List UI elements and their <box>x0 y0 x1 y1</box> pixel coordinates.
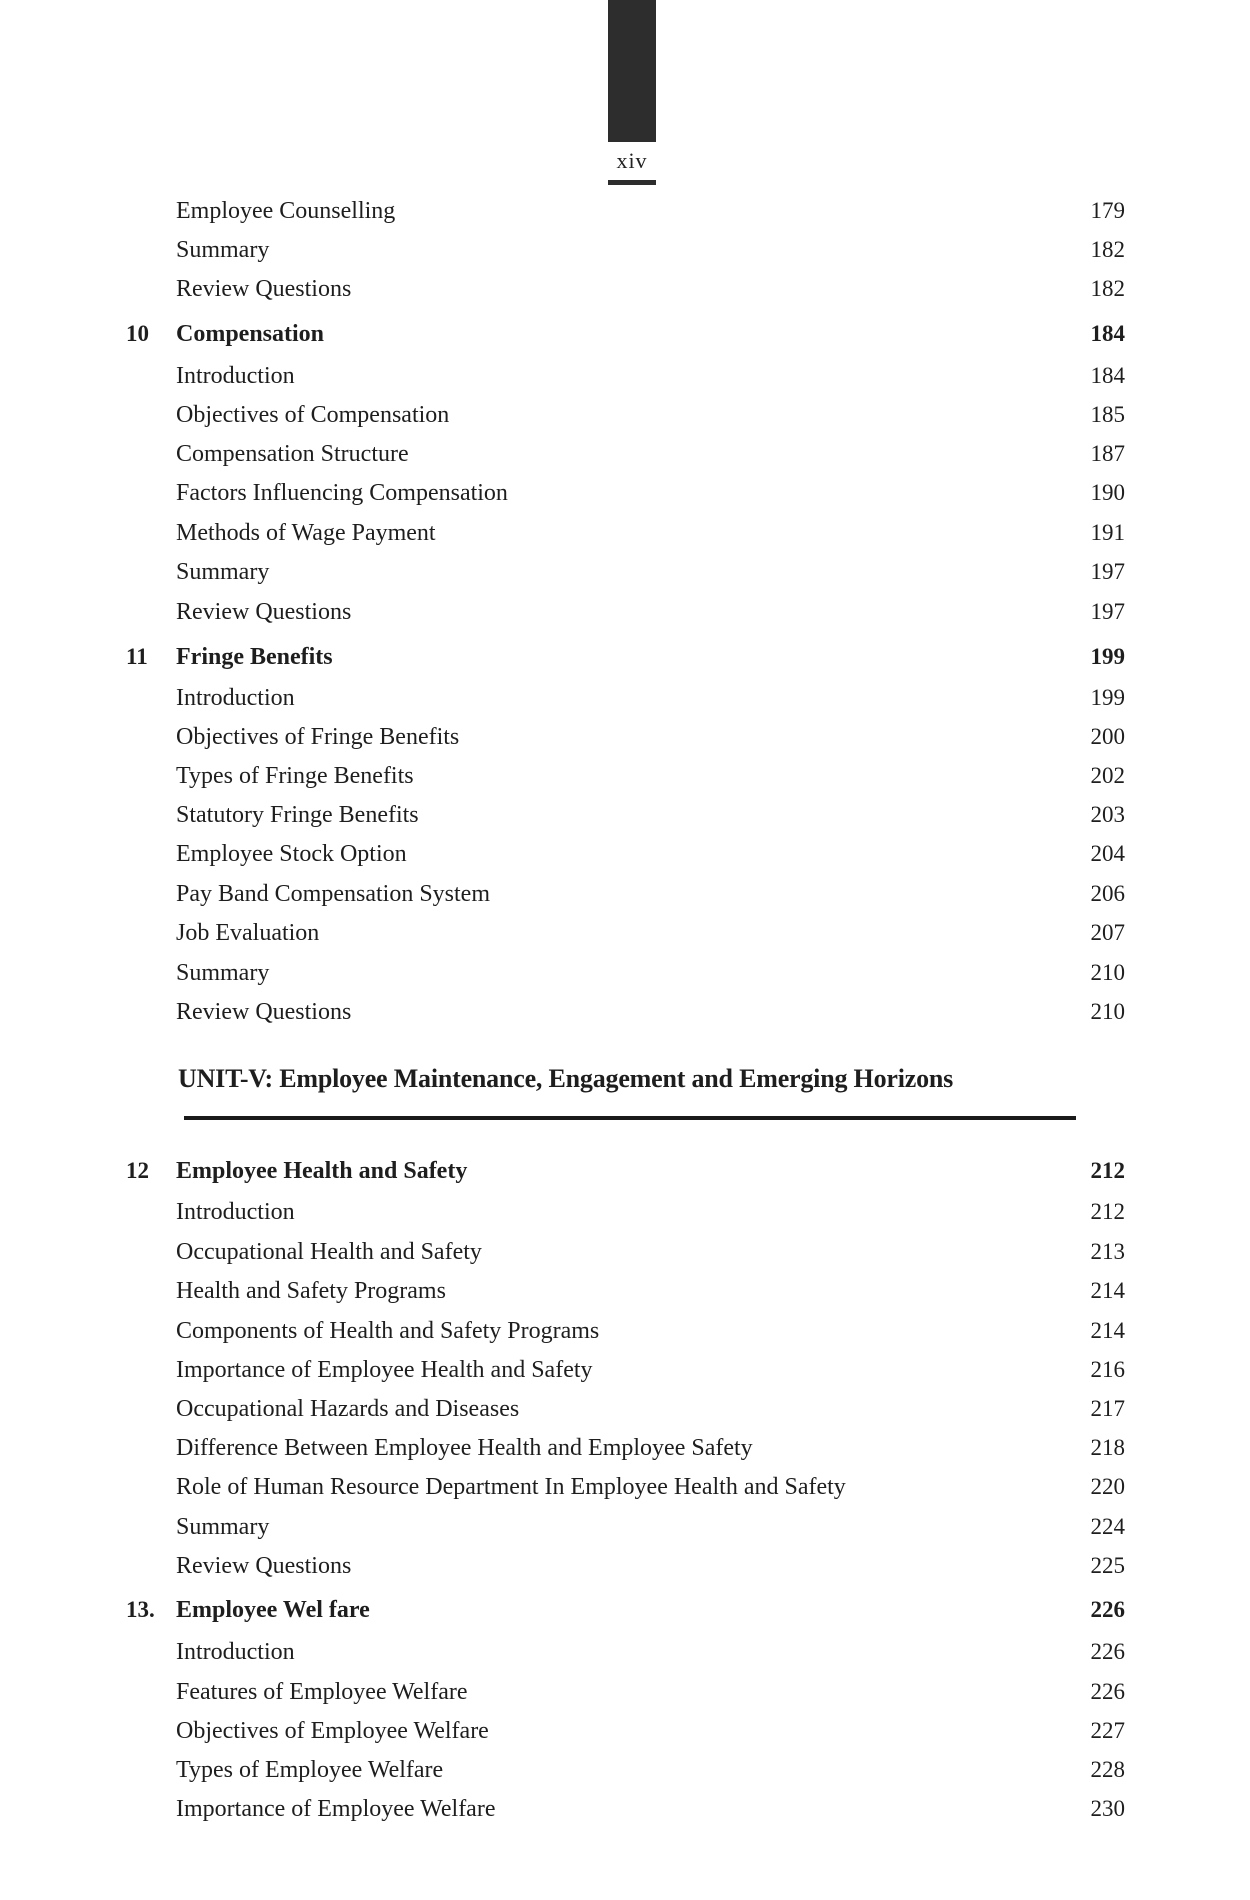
unit-divider <box>184 1116 1076 1120</box>
entry-title: Summary <box>176 960 270 986</box>
page-ref: 213 <box>1090 1239 1125 1264</box>
page-ref: 214 <box>1090 1278 1125 1303</box>
toc-entry-row <box>0 1430 1250 1466</box>
entry-title: Methods of Wage Payment <box>176 520 436 546</box>
toc-entry-row <box>0 915 1250 951</box>
entry-title: Introduction <box>176 685 295 711</box>
chapter-title: Fringe Benefits <box>176 644 333 670</box>
toc-entry-row <box>0 193 1250 229</box>
toc-entry-row <box>0 797 1250 833</box>
toc-entry-row <box>0 955 1250 991</box>
entry-title: Objectives of Fringe Benefits <box>176 724 460 750</box>
entry-title: Compensation Structure <box>176 441 409 467</box>
page-ref: 226 <box>1090 1639 1125 1664</box>
page-ref: 225 <box>1090 1553 1125 1578</box>
page-ref: 227 <box>1090 1718 1125 1743</box>
entry-title: Review Questions <box>176 1553 352 1579</box>
entry-title: Summary <box>176 1514 270 1540</box>
page-ref: 226 <box>1090 1679 1125 1704</box>
page-ref: 210 <box>1090 960 1125 985</box>
toc-entry-row <box>0 1509 1250 1545</box>
entry-title: Pay Band Compensation System <box>176 881 490 907</box>
toc-chapter-row <box>0 316 1250 352</box>
page-ref: 206 <box>1090 881 1125 906</box>
toc-entry-row <box>0 836 1250 872</box>
chapter-number: 10 <box>126 321 149 346</box>
entry-title: Occupational Hazards and Diseases <box>176 1396 520 1422</box>
entry-title: Statutory Fringe Benefits <box>176 802 419 828</box>
header-tab-bar <box>608 0 656 142</box>
page-ref: 210 <box>1090 999 1125 1024</box>
entry-title: Features of Employee Welfare <box>176 1679 468 1705</box>
entry-title: Introduction <box>176 1199 295 1225</box>
page-ref: 204 <box>1090 841 1125 866</box>
toc-entry-row <box>0 1194 1250 1230</box>
toc-entry-row <box>0 876 1250 912</box>
entry-title: Objectives of Employee Welfare <box>176 1718 489 1744</box>
entry-title: Objectives of Compensation <box>176 402 450 428</box>
toc-entry-row <box>0 994 1250 1030</box>
page-ref: 203 <box>1090 802 1125 827</box>
toc-chapter-row <box>0 1592 1250 1628</box>
page-ref: 184 <box>1090 363 1125 388</box>
page-ref: 228 <box>1090 1757 1125 1782</box>
toc-entry-row <box>0 554 1250 590</box>
page-ref: 230 <box>1090 1796 1125 1821</box>
page-ref: 187 <box>1090 441 1125 466</box>
page-ref: 197 <box>1090 599 1125 624</box>
toc-chapter-row <box>0 1153 1250 1189</box>
toc-entry-row <box>0 1273 1250 1309</box>
toc-entry-row <box>0 680 1250 716</box>
chapter-title: Employee Wel fare <box>176 1597 370 1623</box>
chapter-number: 12 <box>126 1158 149 1183</box>
entry-title: Introduction <box>176 363 295 389</box>
entry-title: Summary <box>176 559 270 585</box>
entry-title: Review Questions <box>176 276 352 302</box>
toc-entry-row <box>0 1391 1250 1427</box>
toc-entry-row <box>0 1713 1250 1749</box>
page-ref: 207 <box>1090 920 1125 945</box>
toc-entry-row <box>0 515 1250 551</box>
chapter-title: Employee Health and Safety <box>176 1158 468 1184</box>
toc-entry-row <box>0 1313 1250 1349</box>
page-ref: 217 <box>1090 1396 1125 1421</box>
entry-title: Role of Human Resource Department In Employee Health and Safety <box>176 1474 846 1500</box>
toc-entry-row <box>0 1234 1250 1270</box>
entry-title: Components of Health and Safety Programs <box>176 1318 600 1344</box>
entry-title: Occupational Health and Safety <box>176 1239 482 1265</box>
page-ref: 224 <box>1090 1514 1125 1539</box>
page-ref: 212 <box>1090 1199 1125 1224</box>
page-ref: 212 <box>1090 1158 1125 1183</box>
entry-title: Review Questions <box>176 999 352 1025</box>
entry-title: Job Evaluation <box>176 920 320 946</box>
toc-entry-row <box>0 436 1250 472</box>
toc-entry-row <box>0 758 1250 794</box>
page-ref: 199 <box>1090 644 1125 669</box>
page-ref: 200 <box>1090 724 1125 749</box>
page-ref: 182 <box>1090 276 1125 301</box>
entry-title: Introduction <box>176 1639 295 1665</box>
chapter-title: Compensation <box>176 321 325 347</box>
entry-title: Employee Counselling <box>176 198 396 224</box>
page-ref: 199 <box>1090 685 1125 710</box>
page-ref: 185 <box>1090 402 1125 427</box>
toc-entry-row <box>0 1352 1250 1388</box>
toc-entry-row <box>0 1674 1250 1710</box>
page-number-rule <box>608 180 656 185</box>
unit-heading: UNIT-V: Employee Maintenance, Engagement and Emerging Horizons <box>178 1064 954 1093</box>
chapter-number: 11 <box>126 644 148 669</box>
page-ref: 216 <box>1090 1357 1125 1382</box>
entry-title: Summary <box>176 237 270 263</box>
chapter-number: 13. <box>126 1597 155 1622</box>
entry-title: Importance of Employee Welfare <box>176 1796 496 1822</box>
page-number: xiv <box>616 148 648 173</box>
entry-title: Health and Safety Programs <box>176 1278 446 1304</box>
toc-entry-row <box>0 1634 1250 1670</box>
toc-entry-row <box>0 1752 1250 1788</box>
toc-entry-row <box>0 594 1250 630</box>
toc-entry-row <box>0 719 1250 755</box>
entry-title: Employee Stock Option <box>176 841 407 867</box>
toc-chapter-row <box>0 639 1250 675</box>
toc-entry-row <box>0 1469 1250 1505</box>
page-ref: 179 <box>1090 198 1125 223</box>
toc-entry-row <box>0 397 1250 433</box>
page-ref: 202 <box>1090 763 1125 788</box>
toc-entry-row <box>0 271 1250 307</box>
entry-title: Review Questions <box>176 599 352 625</box>
entry-title: Factors Influencing Compensation <box>176 480 508 506</box>
toc-entry-row <box>0 475 1250 511</box>
entry-title: Difference Between Employee Health and Employee Safety <box>176 1435 753 1461</box>
toc-entry-row <box>0 1791 1250 1827</box>
entry-title: Types of Fringe Benefits <box>176 763 414 789</box>
page-ref: 197 <box>1090 559 1125 584</box>
entry-title: Types of Employee Welfare <box>176 1757 444 1783</box>
page-ref: 226 <box>1090 1597 1125 1622</box>
page-ref: 191 <box>1090 520 1125 545</box>
page-ref: 182 <box>1090 237 1125 262</box>
page-ref: 184 <box>1090 321 1125 346</box>
entry-title: Importance of Employee Health and Safety <box>176 1357 593 1383</box>
page-ref: 218 <box>1090 1435 1125 1460</box>
toc-entry-row <box>0 232 1250 268</box>
toc-entry-row <box>0 1548 1250 1584</box>
page-ref: 220 <box>1090 1474 1125 1499</box>
page-ref: 190 <box>1090 480 1125 505</box>
toc-entry-row <box>0 358 1250 394</box>
page-ref: 214 <box>1090 1318 1125 1343</box>
